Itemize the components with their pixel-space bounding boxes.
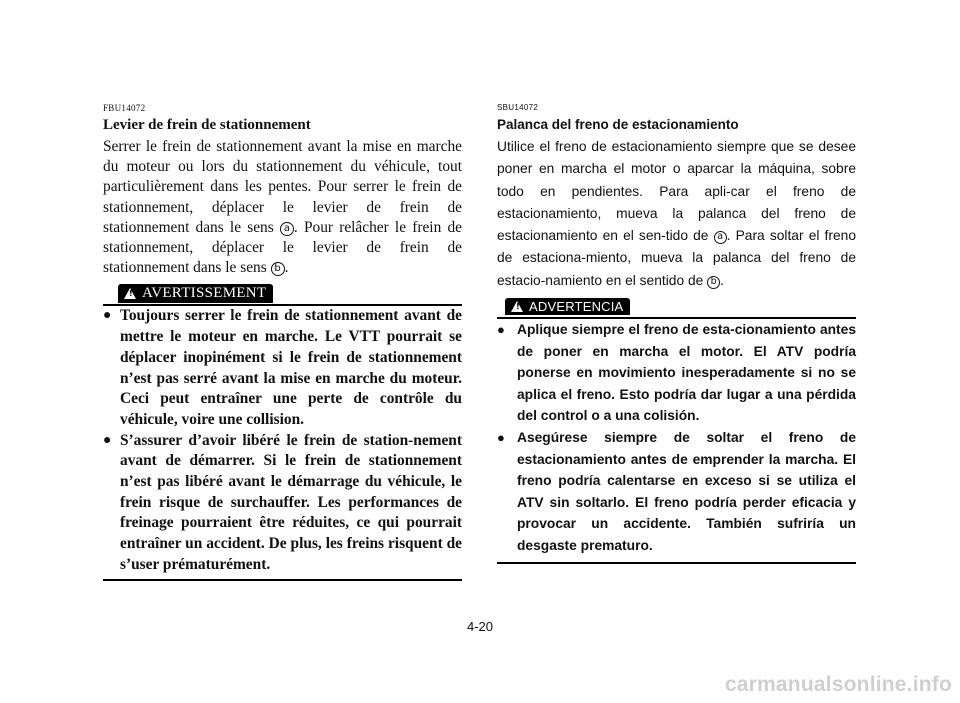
warning-item <box>497 427 856 557</box>
warning-item <box>103 431 462 576</box>
warning-item-text: Aplique siempre el freno de esta-cionamiento antes de poner en marcha el motor. El ATV podría ponerse en movimiento inesperadamente si no se aplica el freno. Esto podría dar lugar a una pérdida del control o a una colisión. <box>517 322 856 424</box>
warning-item-text: S’assurer d’avoir libéré le frein de station-nement avant de démarrer. Si le frein de stationnement n’est pas libéré avant le démarrage du véhicule, le frein risque de surchauffer. Les performances de freinage pourraient être réduites, ce qui pourrait entraîner un accident. De plus, les freins risquent de s’user prématurément. <box>120 431 462 573</box>
warning-triangle-icon <box>124 288 136 299</box>
warning-header <box>103 284 462 306</box>
watermark: carmanualsonline.info <box>724 673 952 696</box>
section-body <box>103 137 462 278</box>
spanish-column <box>497 103 856 564</box>
direction-marker-a: a <box>280 222 294 236</box>
bullet-icon: ● <box>103 432 112 448</box>
section-title: Levier de frein de stationnement <box>103 117 311 133</box>
bullet-icon: ● <box>497 322 505 338</box>
body-text: . Para soltar el freno de estaciona-miento, mueva la palanca del freno de estacio-namiento en el sentido de <box>497 228 857 288</box>
warning-badge <box>118 284 273 303</box>
page-number: 4-20 <box>466 619 494 634</box>
body-text: . Pour relâcher le frein de stationnement, déplacer le levier de frein de stationnement dans le sens <box>103 218 462 277</box>
bullet-icon: ● <box>103 308 112 324</box>
warning-item-text: Toujours serrer le frein de stationnement avant de mettre le moteur en marche. Le VTT pourrait se déplacer inopinément si le frein de stationnement n’est pas serré avant la mise en marche du moteur. Ceci peut entraîner une perte de contrôle du véhicule, voire une collision. <box>120 307 462 428</box>
section-code: SBU14072 <box>497 103 539 112</box>
warning-item <box>103 306 462 430</box>
body-text: . <box>284 259 289 277</box>
direction-marker-a: a <box>714 231 727 244</box>
section-body <box>497 136 856 292</box>
warning-label: ADVERTENCIA <box>529 299 624 315</box>
warning-exclamation: ! <box>129 289 133 299</box>
warning-item-text: Asegúrese siempre de soltar el freno de estacionamiento antes de emprender la marcha. El freno podría calentarse en exceso si se utiliza el ATV sin soltarlo. El freno podría perder eficacia y provocar un accidente. También sufriría un desgaste prematuro. <box>517 430 856 554</box>
warning-item <box>497 319 856 427</box>
warning-label: AVERTISSEMENT <box>142 285 267 302</box>
warning-end-rule <box>103 579 462 581</box>
french-column <box>103 103 462 581</box>
warning-exclamation: ! <box>516 302 520 312</box>
body-text: Utilice el freno de estacionamiento siempre que se desee poner en marcha el motor o aparcar la máquina, sobre todo en pendientes. Para apli-car el freno de estacionamiento, mueva la palanca del freno de estacionamiento en el sen-tido de <box>497 139 856 244</box>
section-title: Palanca del freno de estacionamiento <box>497 117 739 132</box>
warning-list <box>103 306 462 575</box>
direction-marker-b: b <box>707 276 720 289</box>
warning-triangle-icon <box>511 301 523 312</box>
body-text: . <box>720 272 724 288</box>
section-code: FBU14072 <box>103 103 146 113</box>
warning-badge <box>505 298 630 315</box>
direction-marker-b: b <box>271 262 285 276</box>
warning-end-rule <box>497 562 856 564</box>
warning-header <box>497 298 856 319</box>
body-text: Serrer le frein de stationnement avant la mise en marche du moteur ou lors du stationnement du véhicule, tout particulièrement dans les pentes. Pour serrer le frein de stationnement, déplacer le levier de frein de stationnement dans le sens <box>103 138 462 236</box>
warning-list <box>497 319 856 557</box>
bullet-icon: ● <box>497 430 505 446</box>
